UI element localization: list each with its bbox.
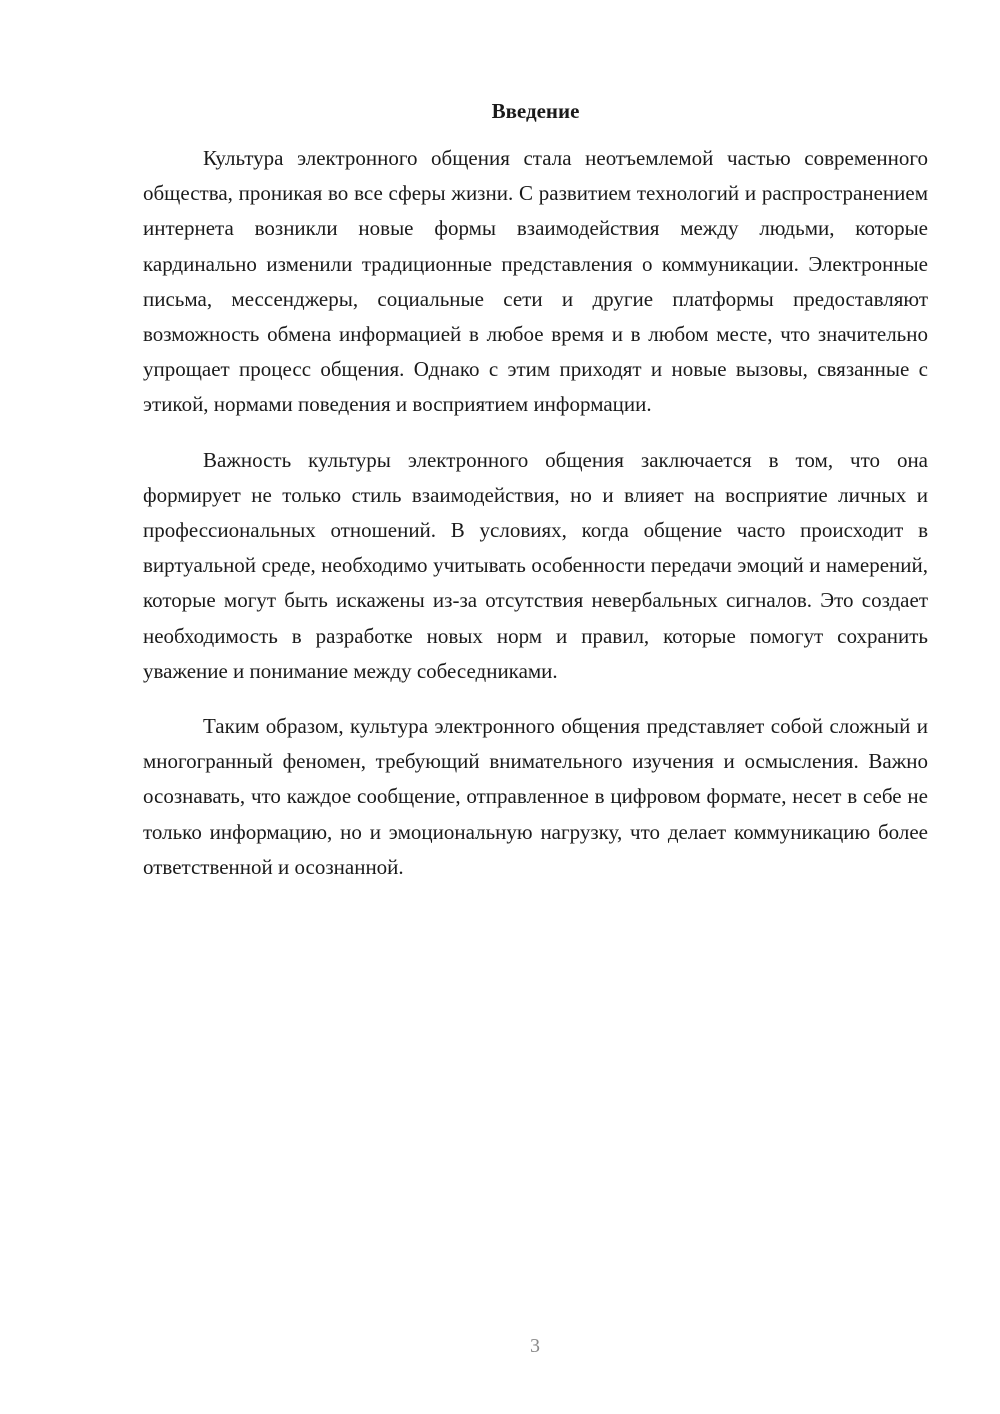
page-number: 3	[530, 1335, 540, 1357]
paragraph-3: Таким образом, культура электронного общения представляет собой сложный и многогранный феномен, требующий внимательного изучения и осмысления. Важно осознавать, что каждое сообщение, отправленное в цифровом формате, несет в себе не только информацию, но и эмоциональную нагрузку, что делает коммуникацию более ответственной и осознанной.	[143, 714, 928, 879]
paragraph-1: Культура электронного общения стала неотъемлемой частью современного общества, проникая во все сферы жизни. С развитием технологий и распространением интернета возникли новые формы взаимодействия между людьми, которые кардинально изменили традиционные представления о коммуникации. Электронные письма, мессенджеры, социальные сети и другие платформы предоставляют возможность обмена информацией в любое время и в любом месте, что значительно упрощает процесс общения. Однако с этим приходят и новые вызовы, связанные с этикой, нормами поведения и восприятием информации.	[143, 146, 928, 417]
body-text	[143, 141, 928, 905]
paragraph-2: Важность культуры электронного общения заключается в том, что она формирует не только стиль взаимодействия, но и влияет на восприятие личных и профессиональных отношений. В условиях, когда общение часто происходит в виртуальной среде, необходимо учитывать особенности передачи эмоций и намерений, которые могут быть искажены из-за отсутствия невербальных сигналов. Это создает необходимость в разработке новых норм и правил, которые помогут сохранить уважение и понимание между собеседниками.	[143, 447, 928, 683]
section-title: Введение	[491, 99, 580, 123]
